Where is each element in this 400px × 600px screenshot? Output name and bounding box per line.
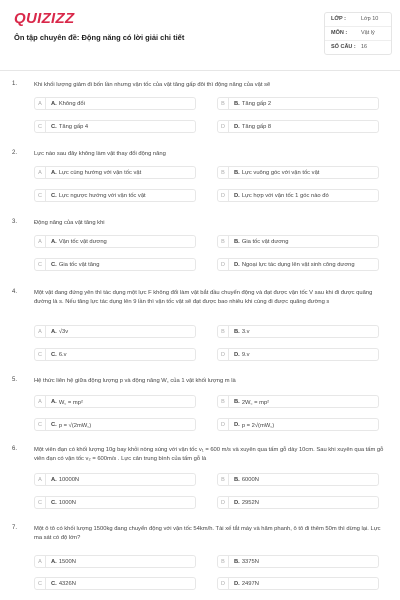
option-text: 3375N: [241, 558, 259, 565]
option-text: 1000N: [58, 499, 76, 506]
option-text: p = √(2mW꜀): [58, 422, 92, 429]
option-text: Tăng gấp 2: [241, 100, 272, 107]
option-d[interactable]: [217, 348, 379, 361]
option-key: C.: [51, 580, 57, 587]
question-text: Khi khối lượng giảm đi bốn lần nhưng vận tốc của vật tăng gấp đôi thì động năng của vật sẽ: [34, 82, 271, 88]
option-d[interactable]: [217, 189, 379, 202]
question-text: Động năng của vật tăng khi: [34, 220, 105, 226]
option-text: Gia tốc vật dương: [241, 238, 289, 245]
option-c[interactable]: [34, 258, 196, 271]
option-a[interactable]: [34, 97, 196, 110]
option-a[interactable]: [34, 235, 196, 248]
option-letter: B: [218, 98, 229, 109]
option-c[interactable]: [34, 348, 196, 361]
option-key: C.: [51, 123, 57, 130]
option-text: Ngoại lực tác dụng lên vật sinh công dương: [241, 261, 355, 268]
option-b[interactable]: [217, 395, 379, 408]
option-text: 2W꜀ = mp²: [241, 399, 270, 406]
option-c[interactable]: [34, 418, 196, 431]
meta-value: Vật lý: [361, 30, 375, 36]
option-key: C.: [51, 421, 57, 428]
question-text: Hệ thức liên hệ giữa động lượng p và động năng W꜀ của 1 vật khối lượng m là: [34, 378, 236, 384]
option-d[interactable]: [217, 120, 379, 133]
question-number: 4.: [12, 289, 18, 295]
option-letter: D: [218, 349, 229, 360]
option-b[interactable]: [217, 235, 379, 248]
option-letter: C: [35, 578, 46, 589]
option-a[interactable]: [34, 325, 196, 338]
option-text: W꜀ = mp²: [58, 399, 83, 406]
option-b[interactable]: [217, 97, 379, 110]
option-text: 10000N: [58, 476, 80, 483]
option-key: A.: [51, 100, 57, 107]
quizizz-logo: QUIZIZZ: [14, 10, 75, 27]
option-text: Không đổi: [58, 100, 85, 107]
meta-row-subject: [325, 27, 391, 41]
question-text: Một ô tô có khối lượng 1500kg đang chuyển động với vận tốc 54km/h. Tài xế tắt máy và hãm phanh, ô tô đi thêm 50m thì dừng lại. Lực ma sát có độ lớn?: [34, 526, 381, 541]
option-text: √3v: [58, 328, 69, 335]
option-key: B.: [234, 169, 240, 176]
option-b[interactable]: [217, 166, 379, 179]
worksheet-title: Ôn tập chuyên đề: Động năng có lời giải chi tiết: [14, 33, 185, 42]
question-number: 5.: [12, 377, 18, 383]
question-number: 7.: [12, 525, 18, 531]
option-a[interactable]: [34, 166, 196, 179]
option-c[interactable]: [34, 496, 196, 509]
option-letter: C: [35, 121, 46, 132]
option-d[interactable]: [217, 418, 379, 431]
option-c[interactable]: [34, 577, 196, 590]
option-letter: B: [218, 556, 229, 567]
question-number: 2.: [12, 150, 18, 156]
option-letter: A: [35, 326, 46, 337]
option-key: D.: [234, 261, 240, 268]
option-key: B.: [234, 558, 240, 565]
option-a[interactable]: [34, 395, 196, 408]
option-letter: C: [35, 190, 46, 201]
option-text: 3.v: [241, 328, 250, 335]
question-number: 3.: [12, 219, 18, 225]
option-letter: C: [35, 497, 46, 508]
option-key: B.: [234, 100, 240, 107]
option-d[interactable]: [217, 577, 379, 590]
option-text: Vận tốc vật dương: [58, 238, 107, 245]
option-b[interactable]: [217, 555, 379, 568]
meta-label: SỐ CÂU :: [331, 44, 356, 50]
option-text: p = 2√(mW꜀): [241, 422, 275, 429]
option-key: A.: [51, 328, 57, 335]
option-key: D.: [234, 192, 240, 199]
option-key: D.: [234, 123, 240, 130]
option-letter: D: [218, 121, 229, 132]
option-key: D.: [234, 499, 240, 506]
option-text: 4326N: [58, 580, 76, 587]
option-text: Lực hợp với vận tốc 1 góc nào đó: [241, 192, 329, 199]
option-key: C.: [51, 351, 57, 358]
meta-row-class: [325, 13, 391, 27]
option-text: Tăng gấp 8: [241, 123, 272, 130]
question-number: 6.: [12, 446, 18, 452]
option-letter: D: [218, 419, 229, 430]
option-b[interactable]: [217, 473, 379, 486]
meta-label: MÔN :: [331, 30, 348, 36]
option-key: B.: [234, 398, 240, 405]
option-d[interactable]: [217, 496, 379, 509]
option-key: B.: [234, 328, 240, 335]
option-key: A.: [51, 558, 57, 565]
option-letter: B: [218, 326, 229, 337]
option-key: C.: [51, 261, 57, 268]
meta-label: LỚP :: [331, 16, 346, 22]
option-text: 2952N: [241, 499, 259, 506]
option-letter: A: [35, 474, 46, 485]
option-letter: D: [218, 578, 229, 589]
meta-value: 16: [361, 44, 368, 50]
option-key: D.: [234, 421, 240, 428]
option-key: A.: [51, 169, 57, 176]
question-text: Một viên đạn có khối lượng 10g bay khỏi nòng súng với vận tốc v₁ = 600 m/s và xuyên qua tấm gỗ dày 10cm. Sau khi xuyên qua tấm gỗ viên đạn có vận tốc v₂ = 600m/s . Lực cản trung bình của tấm gỗ là: [34, 447, 384, 462]
meta-value: Lớp 10: [361, 16, 379, 22]
question-text: Một vật đang đứng yên thì tác dụng một lực F không đổi làm vật bắt đầu chuyển động và đạt được vận tốc V sau khi đi được quãng đường là s. Nếu tăng lực tác dụng lên 9 lần thì vận tốc vật sẽ đạt được bao nhiêu khi cùng đi được quãng đường s: [34, 290, 373, 305]
meta-row-count: [325, 41, 391, 54]
option-key: C.: [51, 499, 57, 506]
option-text: 1500N: [58, 558, 76, 565]
option-text: 9.v: [241, 351, 250, 358]
option-key: B.: [234, 476, 240, 483]
option-text: 6.v: [58, 351, 67, 358]
option-letter: A: [35, 98, 46, 109]
option-key: D.: [234, 351, 240, 358]
option-d[interactable]: [217, 258, 379, 271]
meta-box: [324, 12, 392, 55]
option-text: Tăng gấp 4: [58, 123, 89, 130]
option-letter: A: [35, 236, 46, 247]
worksheet-header: [0, 0, 400, 71]
option-c[interactable]: [34, 189, 196, 202]
option-key: D.: [234, 580, 240, 587]
option-b[interactable]: [217, 325, 379, 338]
option-letter: C: [35, 259, 46, 270]
option-text: 6000N: [241, 476, 259, 483]
option-letter: C: [35, 349, 46, 360]
option-letter: D: [218, 259, 229, 270]
option-text: 2497N: [241, 580, 259, 587]
option-key: A.: [51, 398, 57, 405]
option-letter: A: [35, 556, 46, 567]
option-key: A.: [51, 476, 57, 483]
question-number: 1.: [12, 81, 18, 87]
option-letter: D: [218, 497, 229, 508]
option-letter: B: [218, 167, 229, 178]
option-text: Lực vuông góc với vận tốc vật: [241, 169, 320, 176]
option-key: B.: [234, 238, 240, 245]
option-letter: A: [35, 396, 46, 407]
option-letter: B: [218, 236, 229, 247]
option-key: A.: [51, 238, 57, 245]
question-text: Lực nào sau đây không làm vật thay đổi động năng: [34, 151, 166, 157]
option-c[interactable]: [34, 120, 196, 133]
option-text: Gia tốc vật tăng: [58, 261, 100, 268]
option-text: Lực ngược hướng với vận tốc vật: [58, 192, 146, 199]
option-letter: B: [218, 396, 229, 407]
option-letter: D: [218, 190, 229, 201]
option-letter: C: [35, 419, 46, 430]
option-letter: B: [218, 474, 229, 485]
option-letter: A: [35, 167, 46, 178]
option-key: C.: [51, 192, 57, 199]
option-text: Lực cùng hướng với vận tốc vật: [58, 169, 142, 176]
option-a[interactable]: [34, 555, 196, 568]
option-a[interactable]: [34, 473, 196, 486]
